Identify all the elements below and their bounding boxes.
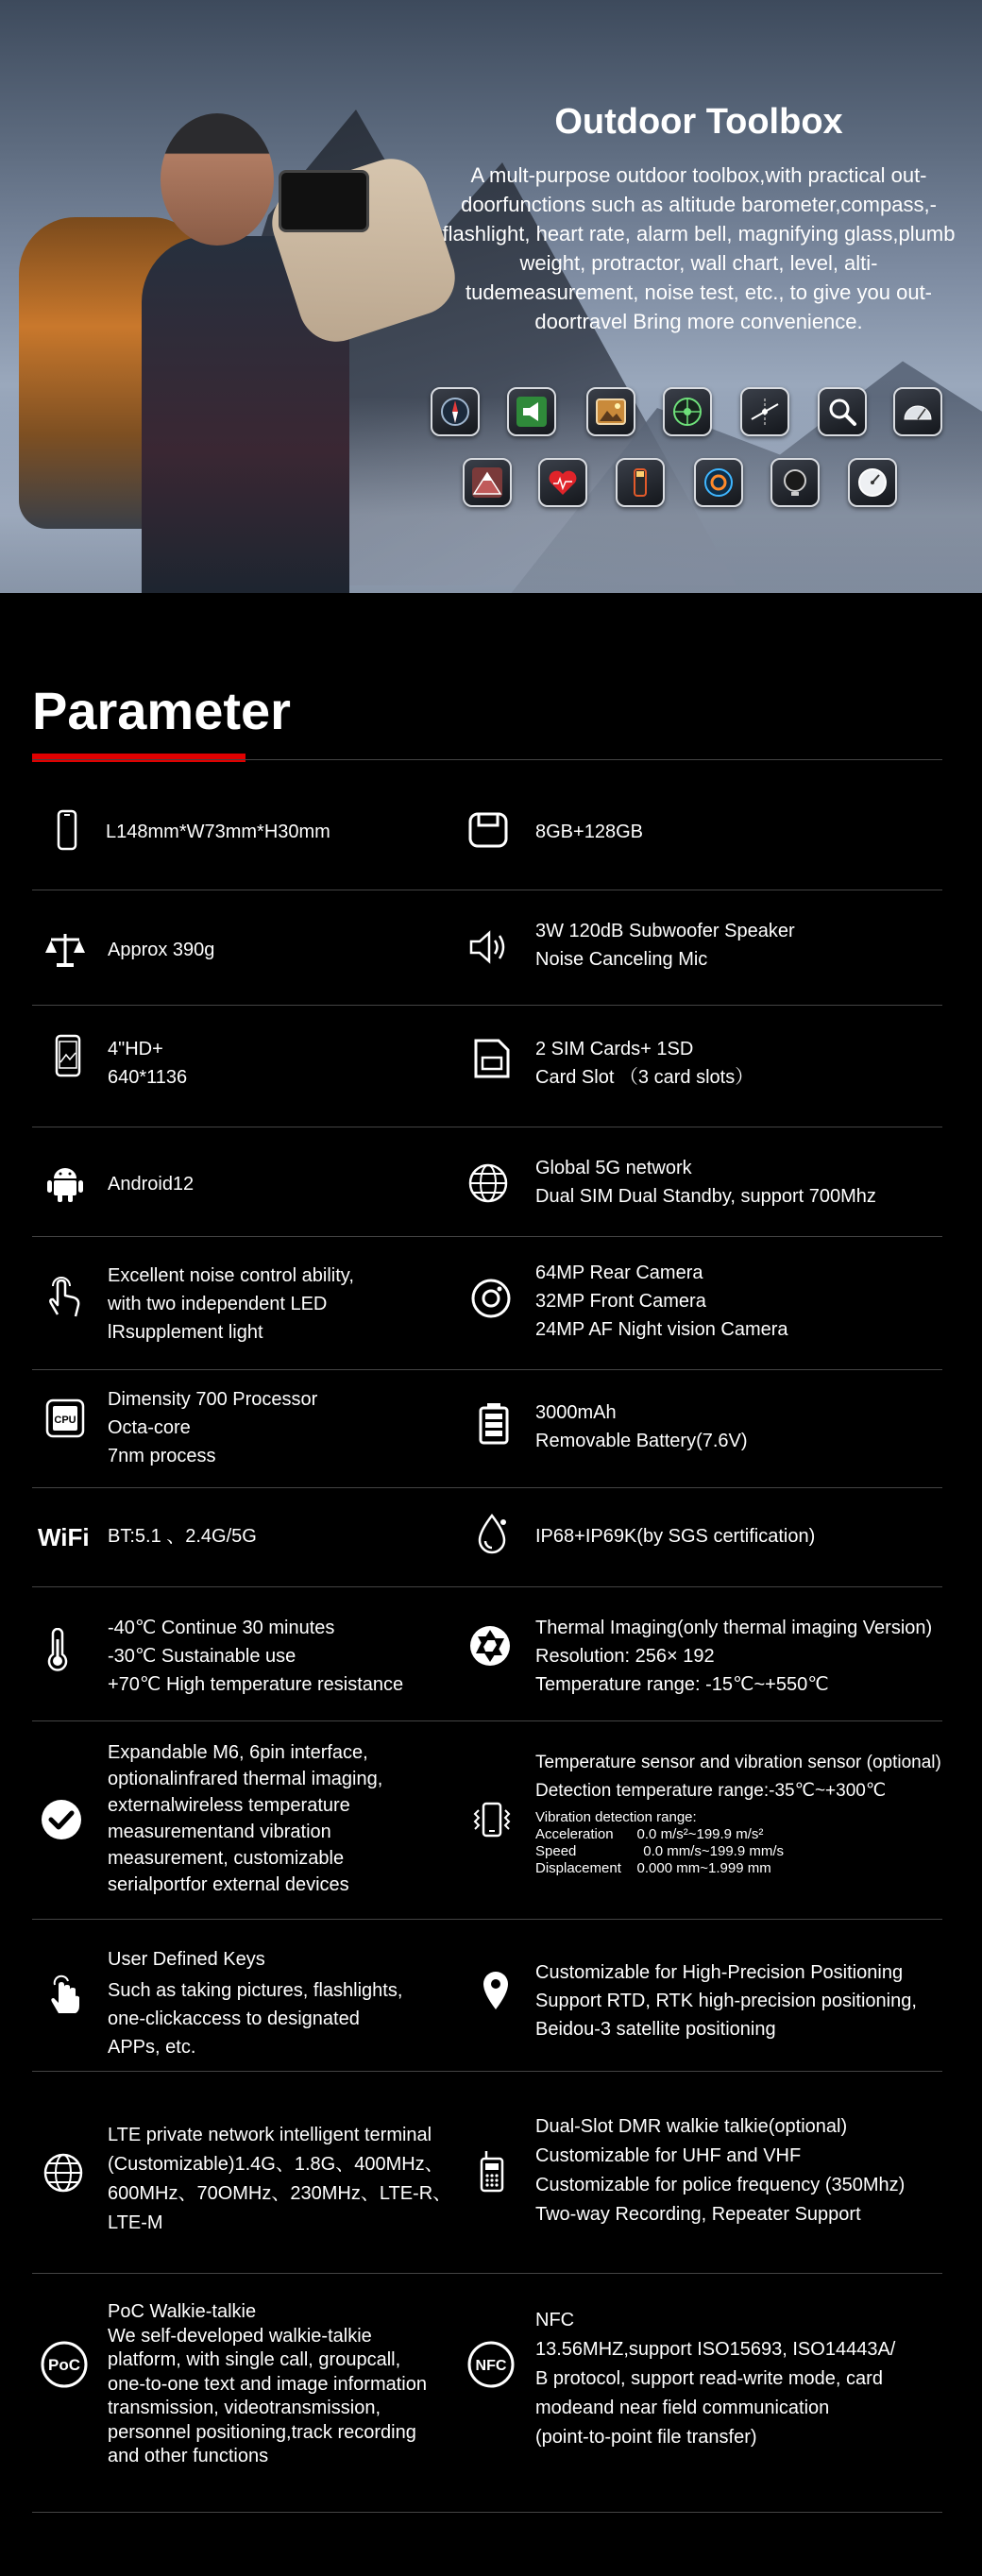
processor-spec: Dimensity 700 Processor Octa-core 7nm process xyxy=(108,1389,318,1466)
storage-icon xyxy=(466,808,510,852)
svg-text:PoC: PoC xyxy=(48,2356,80,2374)
positioning-spec: Customizable for High-Precision Positioning Support RTD, RTK high-precision positioning, Beidou-3 satellite positioning xyxy=(535,1962,917,2040)
divider xyxy=(32,1005,942,1006)
svg-text:NFC: NFC xyxy=(475,2358,507,2374)
lte-spec: LTE private network intelligent terminal (Customizable)1.4G、1.8G、400MHz、 600MHz、70OMHz、230MHz、LTE-R、 LTE-M xyxy=(108,2125,452,2233)
ip-rating-spec: IP68+IP69K(by SGS certification) xyxy=(535,1526,816,1547)
camera-icon xyxy=(469,1277,513,1320)
flashlight-icon xyxy=(616,458,665,507)
phone-outline-icon xyxy=(45,808,89,852)
level-icon xyxy=(663,387,712,436)
thermal-imaging-spec: Thermal Imaging(only thermal imaging Version) Resolution: 256× 192 Temperature range: -15℃~+550℃ xyxy=(535,1618,933,1695)
divider xyxy=(32,1720,942,1721)
sensor-spec: Temperature sensor and vibration sensor (optional) Detection temperature range:-35℃~+300℃ xyxy=(535,1753,941,1801)
divider xyxy=(32,2071,942,2072)
wifi-icon: WiFi xyxy=(38,1523,90,1551)
network-spec: Global 5G network Dual SIM Dual Standby, support 700Mhz xyxy=(535,1158,876,1207)
screen-icon xyxy=(47,1034,91,1077)
wireless-spec: BT:5.1 、2.4G/5G xyxy=(108,1526,257,1547)
sim-spec: 2 SIM Cards+ 1SD Card Slot （3 card slots） xyxy=(535,1039,754,1088)
display-spec: 4"HD+ 640*1136 xyxy=(108,1039,188,1088)
hero-banner xyxy=(0,0,982,593)
size-spec: L148mm*W73mm*H30mm xyxy=(106,822,330,842)
hand-tap-icon xyxy=(43,1974,87,2017)
hero-description: A mult-purpose outdoor toolbox,with practical out-doorfunctions such as altitude barometer,compass,-flashlight, heart rate, alarm bell, magnifying glass,plumb weight, protractor, wall chart, level, alti-tudemeasurement, noise test, etc., to give you out-doortravel Bring more convenience. xyxy=(442,163,956,333)
vibration-icon xyxy=(470,1798,514,1841)
protractor-icon xyxy=(893,387,942,436)
touch-icon xyxy=(42,1277,85,1320)
poc-spec: PoC Walkie-talkie We self-developed walkie-talkie platform, with single call, groupcall, one-to-one text and image information transmission, videotransmission, personnel positioning,track recording and other functions xyxy=(108,2301,427,2466)
section-title: Parameter xyxy=(32,681,291,740)
aperture-icon xyxy=(468,1624,512,1668)
plumb-icon xyxy=(740,387,789,436)
divider xyxy=(32,1369,942,1370)
weight-spec: Approx 390g xyxy=(108,940,215,960)
os-spec: Android12 xyxy=(108,1174,195,1195)
nfc-icon xyxy=(466,2340,516,2389)
divider xyxy=(32,2273,942,2274)
cpu-icon xyxy=(43,1397,87,1440)
water-drop-icon xyxy=(470,1513,514,1556)
gauge-icon xyxy=(848,458,897,507)
hero-title: Outdoor Toolbox xyxy=(554,102,843,142)
speaker-icon xyxy=(466,925,510,969)
divider xyxy=(32,1236,942,1237)
title-underline-accent xyxy=(32,754,246,762)
altitude-icon xyxy=(463,458,512,507)
memory-spec: 8GB+128GB xyxy=(535,822,643,842)
divider xyxy=(32,759,942,760)
divider xyxy=(32,1919,942,1920)
sim-card-icon xyxy=(470,1037,514,1080)
divider xyxy=(32,1487,942,1488)
led-spec: Excellent noise control ability, with two independent LED lRsupplement light xyxy=(108,1265,354,1343)
divider xyxy=(32,2512,942,2513)
globe-icon xyxy=(770,458,820,507)
magnifier-icon xyxy=(818,387,867,436)
svg-text:CPU: CPU xyxy=(54,1415,76,1426)
thermometer-icon xyxy=(36,1628,79,1671)
globe-icon xyxy=(466,1161,510,1205)
noise-icon xyxy=(694,458,743,507)
custom-keys-spec: User Defined Keys Such as taking pictures, flashlights, one-clickaccess to designated APPs, etc. xyxy=(108,1949,403,2058)
speaker-spec: 3W 120dB Subwoofer Speaker Noise Canceling Mic xyxy=(535,921,795,970)
poc-icon xyxy=(40,2340,89,2389)
globe-icon xyxy=(42,2151,85,2195)
scale-icon xyxy=(43,928,87,972)
vibration-range-spec: Vibration detection range: Acceleration 0.0 m/s²~199.9 m/s² Speed 0.0 mm/s~199.9 mm/s Displacement 0.000 mm~1.999 mm xyxy=(535,1809,785,1876)
camera-spec: 64MP Rear Camera 32MP Front Camera 24MP AF Night vision Camera xyxy=(535,1263,788,1340)
temperature-resistance-spec: -40℃ Continue 30 minutes -30℃ Sustainable use +70℃ High temperature resistance xyxy=(108,1618,404,1695)
check-circle-icon xyxy=(40,1798,83,1841)
android-icon xyxy=(43,1161,87,1205)
hiker-head xyxy=(161,113,274,246)
hiker-photo xyxy=(0,113,434,593)
location-pin-icon xyxy=(474,1969,517,2012)
dmr-spec: Dual-Slot DMR walkie talkie(optional) Customizable for UHF and VHF Customizable for police frequency (350Mhz) Two-way Recording, Repeater Support xyxy=(535,2116,906,2225)
compass-icon xyxy=(431,387,480,436)
megaphone-icon xyxy=(507,387,556,436)
divider xyxy=(32,1586,942,1587)
picture-icon xyxy=(586,387,635,436)
battery-spec: 3000mAh Removable Battery(7.6V) xyxy=(535,1402,748,1451)
nfc-spec: NFC 13.56MHZ,support ISO15693, ISO14443A/ B protocol, support read-write mode, card modeand near field communication (point-to-point file transfer) xyxy=(535,2310,896,2448)
heart-rate-icon xyxy=(538,458,587,507)
expansion-spec: Expandable M6, 6pin interface, optionalinfrared thermal imaging, externalwireless temperature measurementand vibration measurement, customizable serialportfor external devices xyxy=(108,1742,383,1895)
battery-icon xyxy=(472,1401,516,1445)
phone-in-hand xyxy=(279,170,369,232)
walkie-talkie-icon xyxy=(470,2149,514,2193)
